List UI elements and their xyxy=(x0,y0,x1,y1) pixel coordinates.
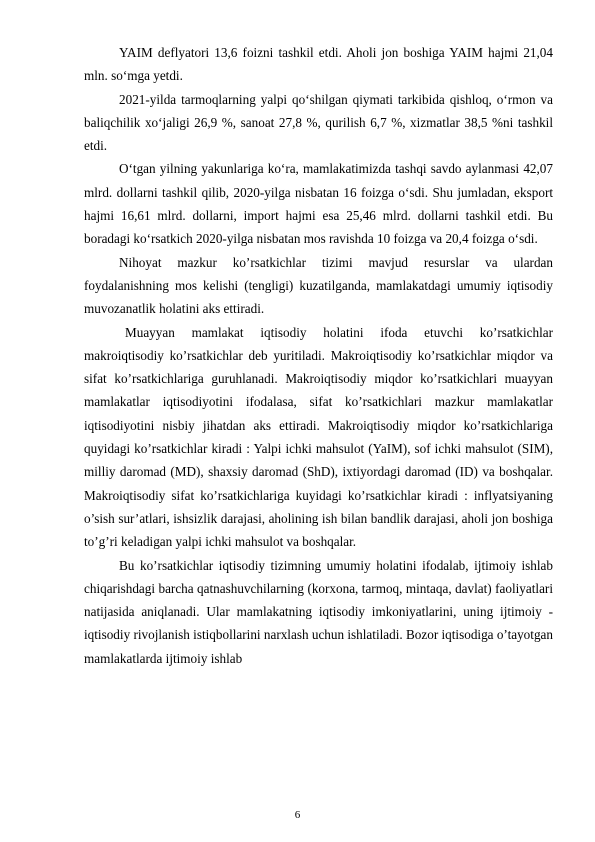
paragraph-macroeconomic-indicators: Muayyan mamlakat iqtisodiy holatini ifoda etuvchi ko’rsatkichlar makroiqtisodiy ko’rsatkichlar deb yuritiladi. Makroiqtisodiy ko’rsatkichlar miqdor va sifat ko’rsatkichlariga guruhlanadi. Makroiqtisodiy miqdor ko’rsatkichlari muayyan mamlakatlar iqtisodiyotini ifodalasa, sifat ko’rsatkichlari mazkur mamlakatlar iqtisodiyotini nisbiy jihatdan aks ettiradi. Makroiqtisodiy miqdor ko’rsatkichlariga quyidagi ko’rsatkichlar kiradi : Yalpi ichki mahsulot (YaIM), sof ichki mahsulot (SIM), milliy daromad (MD), shaxsiy daromad (ShD), ixtiyordagi daromad (ID) va boshqalar. Makroiqtisodiy sifat ko’rsatkichlariga kuyidagi ko’rsatkichlar kiradi : inflyatsiyaning o’sish sur’atlari, ishsizlik darajasi, aholining ish bilan bandlik darajasi, aholi jon boshiga to’g’ri keladigan yalpi ichki mahsulot va boshqalar. xyxy=(84,324,553,550)
paragraph-foreign-trade: O‘tgan yilning yakunlariga ko‘ra, mamlakatimizda tashqi savdo aylanmasi 42,07 mlrd. dollarni tashkil qilib, 2020-yilga nisbatan 16 foizga o‘sdi. Shu jumladan, eksport hajmi 16,61 mlrd. dollarni, import hajmi esa 25,46 mlrd. dollarni tashkil etdi. Bu boradagi ko‘rsatkich 2020-yilga nisbatan mos ravishda 10 foizga va 20,4 foizga o‘sdi. xyxy=(84,161,553,247)
document-body xyxy=(84,41,553,670)
paragraph-economic-balance: Nihoyat mazkur ko’rsatkichlar tizimi mavjud resurslar va ulardan foydalanishning mos kelishi (tengligi) kuzatilganda, mamlakatdagi umumiy iqtisodiy muvozanatlik holatini aks ettiradi. xyxy=(84,254,553,317)
paragraph-gdp-deflator: YAIM deflyatori 13,6 foizni tashkil etdi. Aholi jon boshiga YAIM hajmi 21,04 mln. so‘mga yetdi. xyxy=(84,45,553,84)
paragraph-value-added-structure: 2021-yilda tarmoqlarning yalpi qo‘shilgan qiymati tarkibida qishloq, o‘rmon va baliqchilik xo‘jaligi 26,9 %, sanoat 27,8 %, qurilish 6,7 %, xizmatlar 38,5 %ni tashkil etdi. xyxy=(84,91,553,154)
paragraph-indicator-usage: Bu ko’rsatkichlar iqtisodiy tizimning umumiy holatini ifodalab, ijtimoiy ishlab chiqarishdagi barcha qatnashuvchilarning (korxona, tarmoq, mintaqa, davlat) faoliyatlari natijasida aniqlanadi. Ular mamlakatning iqtisodiy imkoniyatlarini, uning ijtimoiy - iqtisodiy rivojlanish istiqbollarini narxlash uchun ishlatiladi. Bozor iqtisodiga o’tayotgan mamlakatlarda ijtimoiy ishlab xyxy=(84,557,553,666)
page-number: 6 xyxy=(294,809,301,821)
